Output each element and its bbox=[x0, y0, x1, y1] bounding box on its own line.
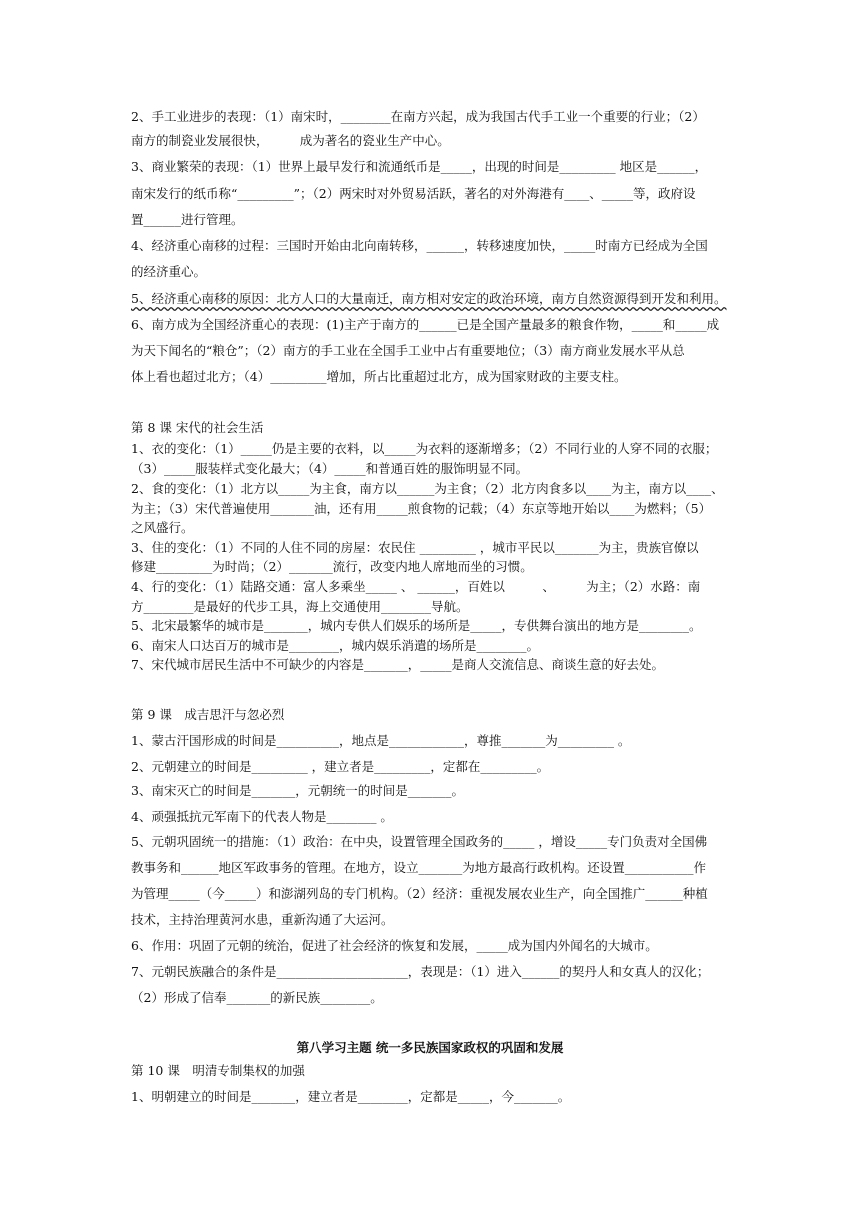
text-line: 7、元朝民族融合的条件是_____________________，表现是：（1）进入______的契丹人和女真人的汉化； bbox=[131, 964, 710, 979]
text-line: （3）_____服装样式变化最大；（4）_____和普通百姓的服饰明显不同。 bbox=[131, 461, 529, 476]
text-line: 2、手工业进步的表现：（1）南宋时，________在南方兴起，成为我国古代手工业一个重要的行业；（2） bbox=[131, 109, 705, 124]
text-line: 1、明朝建立的时间是_______，建立者是________，定都是_____，今_______。 bbox=[131, 1089, 571, 1104]
theme-heading: 第八学习主题 统一多民族国家政权的巩固和发展 bbox=[296, 1040, 564, 1055]
text-line: 的经济重心。 bbox=[131, 264, 207, 279]
text-line: 方________是最好的代步工具，海上交通使用________导航。 bbox=[131, 599, 469, 614]
text-line: 教事务和______地区军政事务的管理。在地方，设立_______为地方最高行政机构。还设置___________作 bbox=[131, 860, 707, 875]
text-line: 1、蒙古汗国形成的时间是__________，地点是____________，尊推_______为_________ 。 bbox=[131, 733, 631, 748]
text-line-highlighted: 5、经济重心南移的原因：北方人口的大量南迁，南方相对安定的政治环境，南方自然资源得到开发和利用。 bbox=[131, 291, 727, 306]
text-line: 4、经济重心南移的过程：三国时开始由北向南转移，______，转移速度加快，_____时南方已经成为全国 bbox=[131, 238, 708, 253]
text-line: 3、南宋灭亡的时间是_______，元朝统一的时间是_______。 bbox=[131, 783, 464, 798]
text-line: 2、元朝建立的时间是_________ ，建立者是_________，定都在_________。 bbox=[131, 759, 550, 774]
text-line: 3、住的变化：（1）不同的人住不同的房屋：农民住 _________ ，城市平民以_______为主，贵族官僚以 bbox=[131, 540, 699, 555]
text-line: 5、北宋最繁华的城市是_______，城内专供人们娱乐的场所是_____，专供舞台演出的地方是________。 bbox=[131, 618, 702, 633]
text-line: 6、作用：巩固了元朝的统治，促进了社会经济的恢复和发展，_____成为国内外闻名的大城市。 bbox=[131, 938, 658, 953]
text-line: 4、行的变化：（1）陆路交通：富人多乘坐_____ 、 ______，百姓以 、 为主；（2）水路：南 bbox=[131, 579, 701, 594]
text-line: 1、衣的变化：（1）_____仍是主要的衣料，以_____为衣料的逐渐增多；（2）不同行业的人穿不同的衣服； bbox=[131, 441, 718, 456]
lesson-heading: 第 9 课 成吉思汗与忽必烈 bbox=[131, 707, 285, 722]
text-line: 7、宋代城市居民生活中不可缺少的内容是_______，_____是商人交流信息、商谈生意的好去处。 bbox=[131, 657, 664, 672]
text-line: （2）形成了信奉_______的新民族________。 bbox=[131, 990, 383, 1005]
lesson-heading: 第 10 课 明清专制集权的加强 bbox=[131, 1063, 305, 1078]
text-line: 之风盛行。 bbox=[131, 520, 194, 535]
text-line: 5、元朝巩固统一的措施：（1）政治：在中央，设置管理全国政务的_____ ，增设_____专门负责对全国佛 bbox=[131, 834, 708, 849]
text-line: 4、顽强抵抗元军南下的代表人物是________ 。 bbox=[131, 809, 393, 824]
text-line: 6、南方成为全国经济重心的表现：(1)主产于南方的______已是全国产量最多的粮食作物，_____和_____成 bbox=[131, 317, 720, 332]
text-line: 为主；（3）宋代普遍使用_______油，还有用_____煎食物的记载；（4）东京等地开始以____为燃料；（5） bbox=[131, 501, 712, 516]
text-line: 为管理_____（今_____）和澎湖列岛的专门机构。（2）经济：重视发展农业生产，向全国推广______种植 bbox=[131, 886, 708, 901]
text-line: 为天下闻名的“粮仓”；（2）南方的手工业在全国手工业中占有重要地位；（3）南方商业发展水平从总 bbox=[131, 343, 685, 358]
text-line: 南宋发行的纸币称“_________”；（2）两宋时对外贸易活跃，著名的对外海港有____、_____等，政府设 bbox=[131, 186, 696, 201]
lesson-heading: 第 8 课 宋代的社会生活 bbox=[131, 420, 264, 435]
text-line: 置______进行管理。 bbox=[131, 212, 244, 227]
text-line: 技术，主持治理黄河水患，重新沟通了大运河。 bbox=[131, 912, 394, 927]
text-line: 2、食的变化：（1）北方以_____为主食，南方以______为主食；（2）北方肉食多以____为主，南方以____、 bbox=[131, 481, 724, 496]
text-line: 3、商业繁荣的表现：（1）世界上最早发行和流通纸币是_____，出现的时间是_________ 地区是______， bbox=[131, 159, 708, 174]
text-line: 6、南宋人口达百万的城市是________，城内娱乐消遣的场所是________。 bbox=[131, 638, 539, 653]
text-line: 修建_________为时尚；（2）_______流行，改变内地人席地而坐的习惯。 bbox=[131, 559, 533, 574]
text-line: 体上看也超过北方；（4）_________增加，所占比重超过北方，成为国家财政的主要支柱。 bbox=[131, 369, 627, 384]
text-line: 南方的制瓷业发展很快， 成为著名的瓷业生产中心。 bbox=[131, 133, 450, 148]
